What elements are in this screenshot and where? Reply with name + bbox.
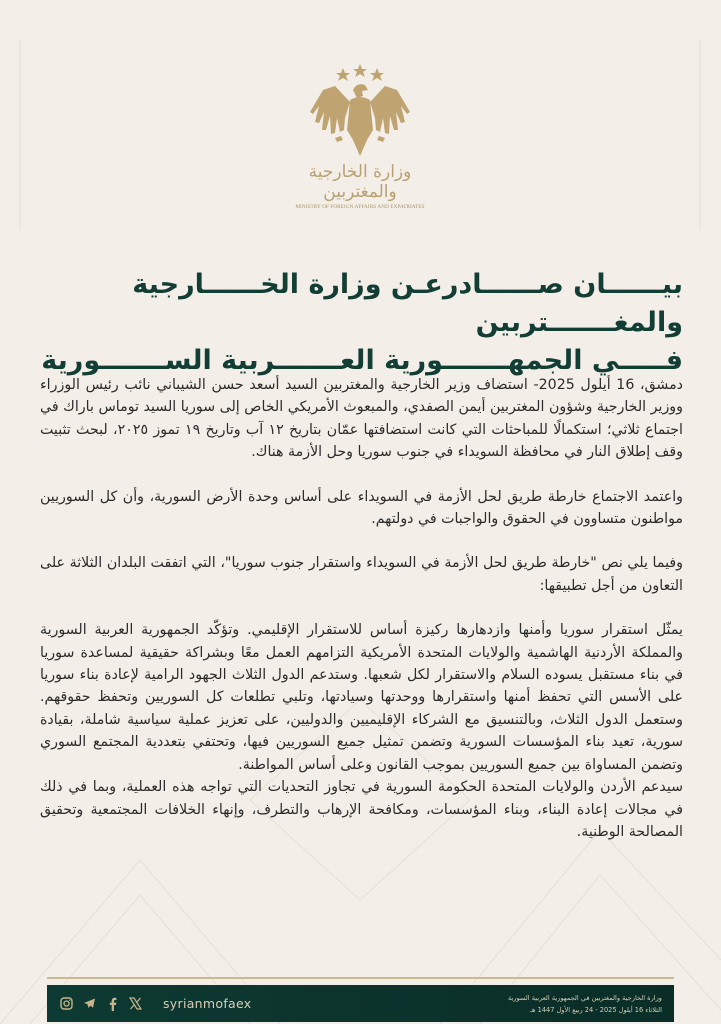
ministry-logo bbox=[290, 60, 430, 210]
paragraph-stability: يمثّل استقرار سوريا وأمنها وازدهارها ركيزة أساس للاستقرار الإقليمي. وتؤكّد الجمهورية العربية السورية والمملكة الأردنية الهاشمية والولايات المتحدة الأمريكية التزامهم العمل معًا وبشراكة حقيقية لمساعدة سوريا في بناء مستقبل يسوده السلام والاستقرار لكل شعبها. وستدعم الدول الثلاث الجهود الرامية لإعادة بناء سوريا على الأسس التي تحفظ أمنها واستقرارها ووحدتها وسيادتها، وتلبي تطلعات كل السوريين وتحفظ حقوقهم. وستعمل الدول الثلاث، وبالتنسيق مع الشركاء الإقليميين والدوليين، على تعزيز عملية سياسية شاملة، بقيادة سورية، تعيد بناء المؤسسات السورية وتضمن تمثيل جميع السوريين فيها، وتحتفي بتعددية المجتمع السوري وتضمن المساواة بين جميع السوريين بموجب القانون وعلى أساس المواطنة. bbox=[40, 622, 683, 773]
footer-bar bbox=[47, 985, 674, 1022]
eagle-emblem-icon bbox=[295, 60, 425, 160]
footer-date: الثلاثاء 16 أيلول 2025 - 24 ربيع الأول 1447 هـ bbox=[530, 1005, 662, 1014]
instagram-icon[interactable] bbox=[59, 997, 73, 1011]
title-line-1: بيــــــان صــــــادرعـن وزارة الخــــــارجية والمغـــــــتربين bbox=[132, 269, 683, 338]
footer-divider bbox=[47, 977, 674, 979]
paragraph-intro: دمشق، 16 أيلول 2025- استضاف وزير الخارجية والمغتربين السيد أسعد حسن الشيباني نائب رئيس الوزراء ووزير الخارجية وشؤون المغتربين أيمن الصفدي، والمبعوث الأمريكي الخاص إلى سوريا السيد توماس باراك في اجتماع ثلاثي؛ استكمالًا للمباحثات التي كانت استضافتها عمّان بتاريخ ١٢ آب وتاريخ ١٩ تموز ٢٠٢٥، لبحث تثبيت وقف إطلاق النار في محافظة السويداء في جنوب سوريا وحل الأزمة هناك. bbox=[40, 377, 684, 461]
ministry-name-english: MINISTRY OF FOREIGN AFFAIRS AND EXPATRIATES bbox=[295, 204, 425, 210]
paragraph-roadmap-adopted: واعتمد الاجتماع خارطة طريق لحل الأزمة في السويداء على أساس وحدة الأرض السورية، وأن كل السوريين مواطنون متساوون في الحقوق والواجبات في دولتهم. bbox=[40, 488, 683, 528]
facebook-icon[interactable] bbox=[105, 997, 119, 1011]
statement-title bbox=[40, 266, 683, 380]
paragraph-support: سيدعم الأردن والولايات المتحدة الحكومة السورية في تجاوز التحديات التي تواجه هذه العملية، وبما في ذلك في مجالات إعادة البناء، وبناء المؤسسات، ومكافحة الإرهاب والتطرف، وإنهاء الخلافات المجتمعية وتحقيق المصالحة الوطنية. bbox=[40, 779, 683, 840]
social-links bbox=[59, 996, 251, 1011]
footer-org-name: وزارة الخارجية والمغتربين في الجمهورية العربية السورية bbox=[507, 993, 662, 1002]
footer-info bbox=[508, 992, 662, 1016]
ministry-name-arabic: وزارة الخارجية والمغتربين bbox=[308, 162, 412, 202]
x-icon[interactable] bbox=[128, 997, 142, 1011]
telegram-icon[interactable] bbox=[82, 997, 96, 1011]
title-line-2: فـــــي الجمهـــــــورية العـــــــربية الســـــــورية bbox=[41, 345, 683, 376]
social-handle[interactable]: syrianmofaex bbox=[163, 996, 252, 1011]
paragraph-roadmap-text-intro: وفيما يلي نص "خارطة طريق لحل الأزمة في السويداء واستقرار جنوب سوريا"، التي اتفقت البلدان الثلاثة على التعاون من أجل تطبيقها: bbox=[40, 555, 683, 594]
statement-body bbox=[40, 374, 683, 865]
